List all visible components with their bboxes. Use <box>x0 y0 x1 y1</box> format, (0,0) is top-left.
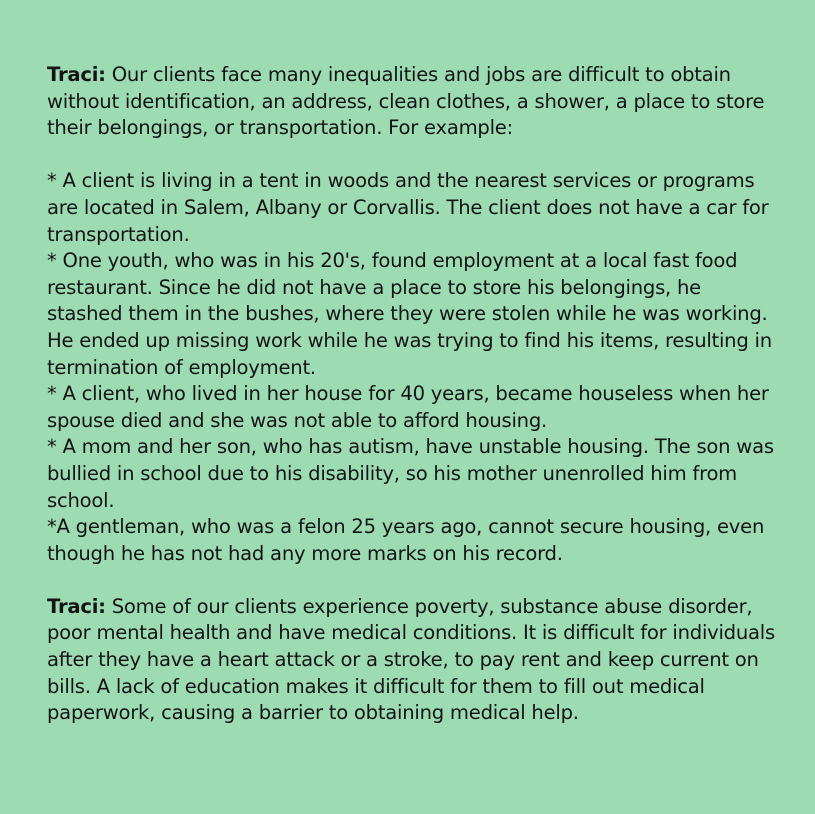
paragraph-spacer <box>47 142 775 169</box>
intro-paragraph <box>47 62 775 142</box>
examples-list <box>47 168 775 567</box>
speaker-name: Traci: <box>47 63 106 86</box>
example-item: * A client, who lived in her house for 40 years, became houseless when her spouse died and she was not able to afford housing. <box>47 382 769 432</box>
example-item: * A client is living in a tent in woods and the nearest services or programs are located in Salem, Albany or Corvallis. The client does not have a car for transportation. <box>47 169 769 246</box>
speaker-name: Traci: <box>47 594 106 618</box>
closing-text: Some of our clients experience poverty, substance abuse disorder, poor mental health and have medical conditions. It is difficult for individuals after they have a heart attack or a stroke, to pay rent and keep current on bills. A lack of education makes it difficult for them to fill out medical paperwork, causing a barrier to obtaining medical help. <box>47 594 775 725</box>
quote-card <box>47 62 775 727</box>
paragraph-spacer <box>47 567 775 594</box>
closing-paragraph <box>47 594 775 727</box>
example-item: * One youth, who was in his 20's, found employment at a local fast food restaurant. Since he did not have a place to store his belongings, he stashed them in the bushes, where they were stolen while he was working. He ended up missing work while he was trying to find his items, resulting in termination of employment. <box>47 249 772 379</box>
example-item: * A mom and her son, who has autism, have unstable housing. The son was bullied in school due to his disability, so his mother unenrolled him from school. <box>47 435 774 512</box>
example-item: *A gentleman, who was a felon 25 years ago, cannot secure housing, even though he has not had any more marks on his record. <box>47 515 765 565</box>
intro-text: Our clients face many inequalities and jobs are difficult to obtain without identification, an address, clean clothes, a shower, a place to store their belongings, or transportation. For example: <box>47 63 765 140</box>
